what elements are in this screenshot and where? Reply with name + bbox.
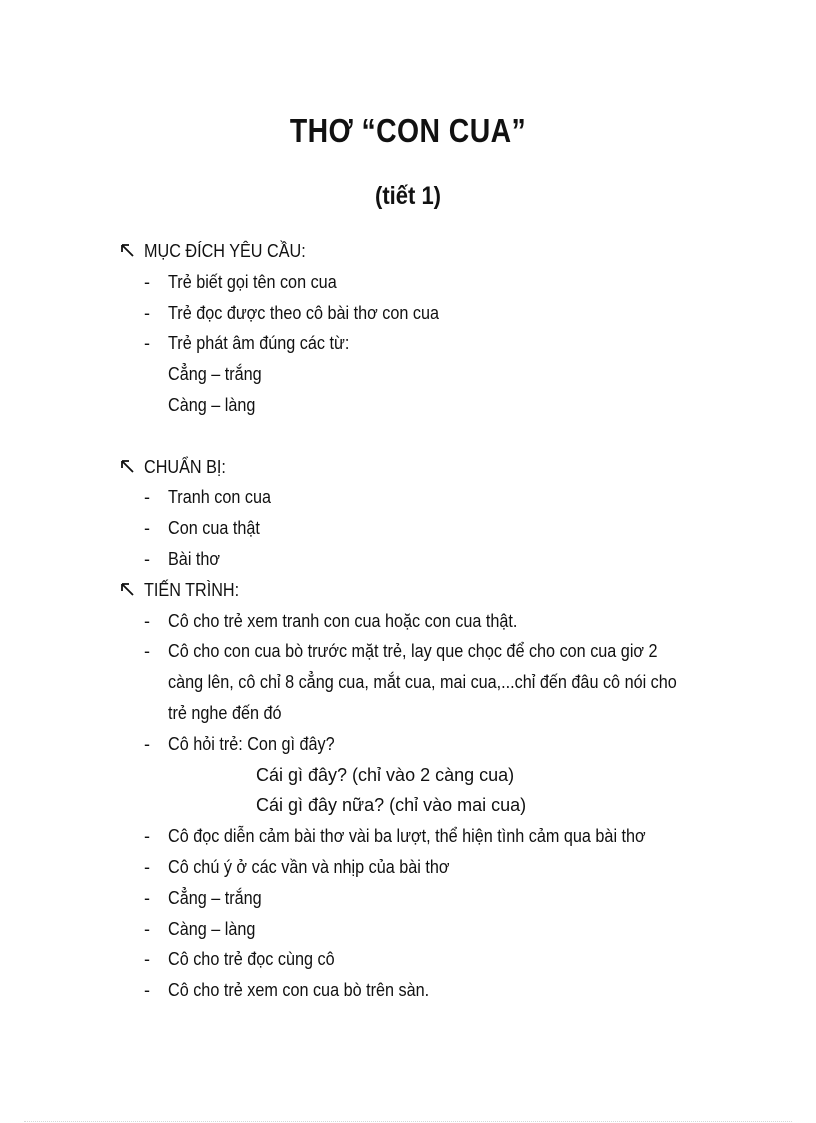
list-item: - Cô cho con cua bò trước mặt trẻ, lay que chọc để cho con cua giơ 2 (144, 641, 658, 662)
list-item: - Càng – làng (144, 918, 256, 939)
list-item: - Cô đọc diễn cảm bài thơ vài ba lượt, thể hiện tình cảm qua bài thơ (144, 826, 646, 847)
list-item: - Trẻ phát âm đúng các từ: (144, 333, 350, 354)
list-item-continuation: càng lên, cô chỉ 8 cẳng cua, mắt cua, mai cua,...chỉ đến đâu cô nói cho (168, 672, 677, 693)
list-item-continuation: trẻ nghe đến đó (168, 702, 282, 723)
list-item: - Cô cho trẻ xem con cua bò trên sàn. (144, 980, 430, 1001)
question-line: Cái gì đây? (chỉ vào 2 càng cua) (256, 764, 515, 785)
list-item: - Cô cho trẻ đọc cùng cô (144, 949, 335, 970)
corner-arrow-icon (120, 459, 136, 475)
list-item: - Trẻ biết gọi tên con cua (144, 271, 337, 292)
question-line: Cái gì đây nữa? (chỉ vào mai cua) (256, 795, 527, 816)
section-heading-tien-trinh (120, 575, 740, 606)
word-pair-line: Cẳng – trắng (168, 364, 262, 385)
list-item: - Trẻ đọc được theo cô bài thơ con cua (144, 302, 440, 323)
list-item: - Cô cho trẻ xem tranh con cua hoặc con cua thật. (144, 610, 518, 631)
list-item: - Tranh con cua (144, 487, 271, 508)
corner-arrow-icon (120, 243, 136, 259)
list-item: - Cô hỏi trẻ: Con gì đây? (144, 733, 335, 754)
page-title: THƠ “CON CUA” (289, 112, 527, 149)
section-heading-text: TIẾN TRÌNH: (144, 579, 240, 600)
list-item: - Bài thơ (144, 548, 221, 569)
list-item: - Con cua thật (144, 518, 260, 539)
section-heading-chuan-bi (120, 452, 740, 483)
list-item: - Cẳng – trắng (144, 887, 262, 908)
document-body (120, 236, 740, 1006)
section-heading-text: CHUẨN BỊ: (144, 456, 226, 477)
word-pair-line: Càng – làng (168, 394, 256, 415)
blank-line (120, 421, 740, 452)
list-item: - Cô chú ý ở các vần và nhịp của bài thơ (144, 856, 450, 877)
corner-arrow-icon (120, 582, 136, 598)
section-heading-muc-dich (120, 236, 740, 267)
page-subtitle: (tiết 1) (375, 182, 441, 210)
page-bottom-divider (24, 1121, 792, 1122)
section-heading-text: MỤC ĐÍCH YÊU CẦU: (144, 241, 306, 261)
